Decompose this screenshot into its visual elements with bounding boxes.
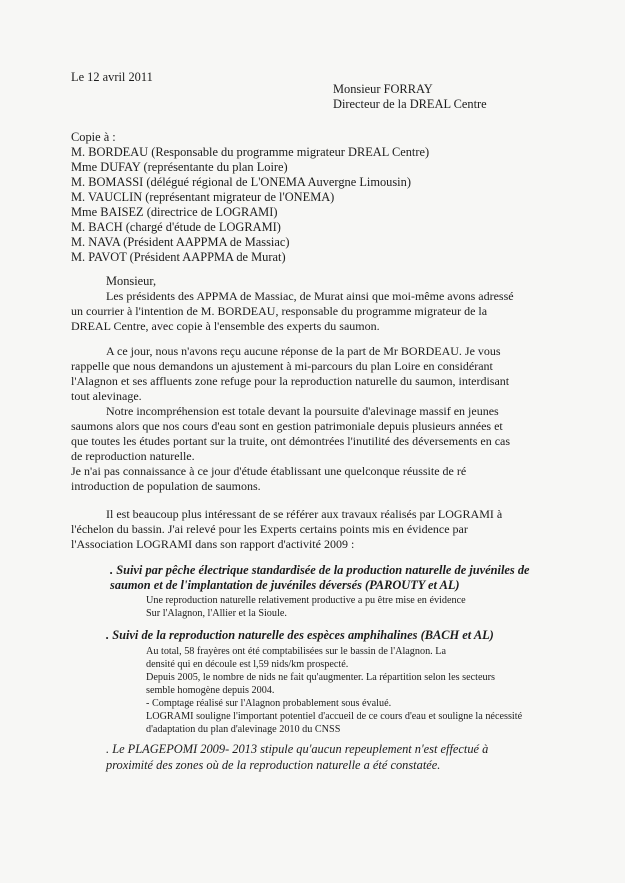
paragraph-line: rappelle que nous demandons un ajustement à mi-parcours du plan Loire en considérant — [71, 359, 493, 373]
paragraph-line: l'Association LOGRAMI dans son rapport d'activité 2009 : — [71, 537, 355, 551]
paragraph-line: A ce jour, nous n'avons reçu aucune réponse de la part de Mr BORDEAU. Je vous — [106, 344, 501, 358]
paragraph-3 — [71, 404, 510, 494]
copy-item: M. VAUCLIN (représentant migrateur de l'ONEMA) — [71, 190, 335, 204]
recipient-title: Directeur de la DREAL Centre — [333, 97, 487, 111]
paragraph-line: Notre incompréhension est totale devant la poursuite d'alevinage massif en jeunes — [106, 404, 499, 418]
letter-date: Le 12 avril 2011 — [71, 70, 153, 84]
salutation: Monsieur, — [106, 274, 157, 288]
paragraph-line: l'Alagnon et ses affluents zone refuge pour la reproduction naturelle du saumon, interdisant — [71, 374, 510, 388]
paragraph-line: tout alevinage. — [71, 389, 142, 403]
copy-heading: Copie à : — [71, 130, 116, 144]
section-2-heading: . Suivi de la reproduction naturelle des espèces amphihalines (BACH et AL) — [106, 628, 494, 642]
section-2-body — [146, 645, 522, 736]
closing-line: proximité des zones où de la reproduction naturelle a été constatée. — [106, 757, 441, 772]
paragraph-line: saumons alors que nos cours d'eau sont en gestion patrimoniale depuis plusieurs années et — [71, 419, 503, 433]
paragraph-4 — [71, 507, 502, 552]
copy-item: Mme BAISEZ (directrice de LOGRAMI) — [71, 205, 278, 219]
paragraph-1 — [71, 289, 514, 334]
section-line: Depuis 2005, le nombre de nids ne fait qu'augmenter. La répartition selon les secteurs — [146, 672, 495, 683]
section-line: LOGRAMI souligne l'important potentiel d'accueil de ce cours d'eau et souligne la nécessité — [146, 711, 523, 722]
paragraph-2 — [71, 344, 509, 404]
paragraph-line: un courrier à l'intention de M. BORDEAU, responsable du programme migrateur de la — [71, 304, 488, 318]
section-line: Une reproduction naturelle relativement productive a pu être mise en évidence — [146, 595, 466, 606]
section-1-heading — [110, 563, 530, 593]
closing-line: . Le PLAGEPOMI 2009- 2013 stipule qu'aucun repeuplement n'est effectué à — [106, 742, 489, 756]
paragraph-line: Il est beaucoup plus intéressant de se référer aux travaux réalisés par LOGRAMI à — [106, 507, 503, 521]
section-1-body — [146, 594, 466, 620]
paragraph-line: de reproduction naturelle. — [71, 449, 195, 463]
closing-italic — [106, 742, 488, 773]
copy-item: M. NAVA (Président AAPPMA de Massiac) — [71, 235, 290, 249]
section-heading-line: saumon et de l'implantation de juvéniles déversés (PAROUTY et AL) — [110, 578, 460, 592]
section-line: - Comptage réalisé sur l'Alagnon probablement sous évalué. — [146, 698, 392, 709]
paragraph-line: que toutes les études portant sur la truite, ont démontrées l'inutilité des déversements en cas — [71, 434, 511, 448]
paragraph-line: DREAL Centre, avec copie à l'ensemble des experts du saumon. — [71, 319, 380, 333]
section-line: d'adaptation du plan d'alevinage 2010 du CNSS — [146, 724, 341, 735]
copy-item: M. BORDEAU (Responsable du programme migrateur DREAL Centre) — [71, 145, 430, 159]
copy-item: Mme DUFAY (représentante du plan Loire) — [71, 160, 288, 174]
paragraph-line: Les présidents des APPMA de Massiac, de Murat ainsi que moi-même avons adressé — [106, 289, 514, 303]
section-line: semble homogène depuis 2004. — [146, 685, 275, 696]
section-line: densité qui en découle est l,59 nids/km prospecté. — [146, 659, 349, 670]
copy-block — [71, 130, 429, 265]
copy-item: M. BACH (chargé d'étude de LOGRAMI) — [71, 220, 281, 234]
copy-item: M. PAVOT (Président AAPPMA de Murat) — [71, 250, 286, 264]
section-line: Au total, 58 frayères ont été comptabilisées sur le bassin de l'Alagnon. La — [146, 646, 447, 657]
paragraph-line: l'échelon du bassin. J'ai relevé pour les Experts certains points mis en évidence par — [71, 522, 468, 536]
recipient-block — [333, 82, 487, 112]
section-heading-line: . Suivi par pêche électrique standardisée de la production naturelle de juvéniles de — [110, 563, 530, 577]
copy-item: M. BOMASSI (délégué régional de L'ONEMA Auvergne Limousin) — [71, 175, 411, 189]
paragraph-line: introduction de population de saumons. — [71, 479, 261, 493]
section-line: Sur l'Alagnon, l'Allier et la Sioule. — [146, 608, 287, 619]
paragraph-line: Je n'ai pas connaissance à ce jour d'étude établissant une quelconque réussite de ré — [71, 464, 467, 478]
recipient-name: Monsieur FORRAY — [333, 82, 433, 96]
